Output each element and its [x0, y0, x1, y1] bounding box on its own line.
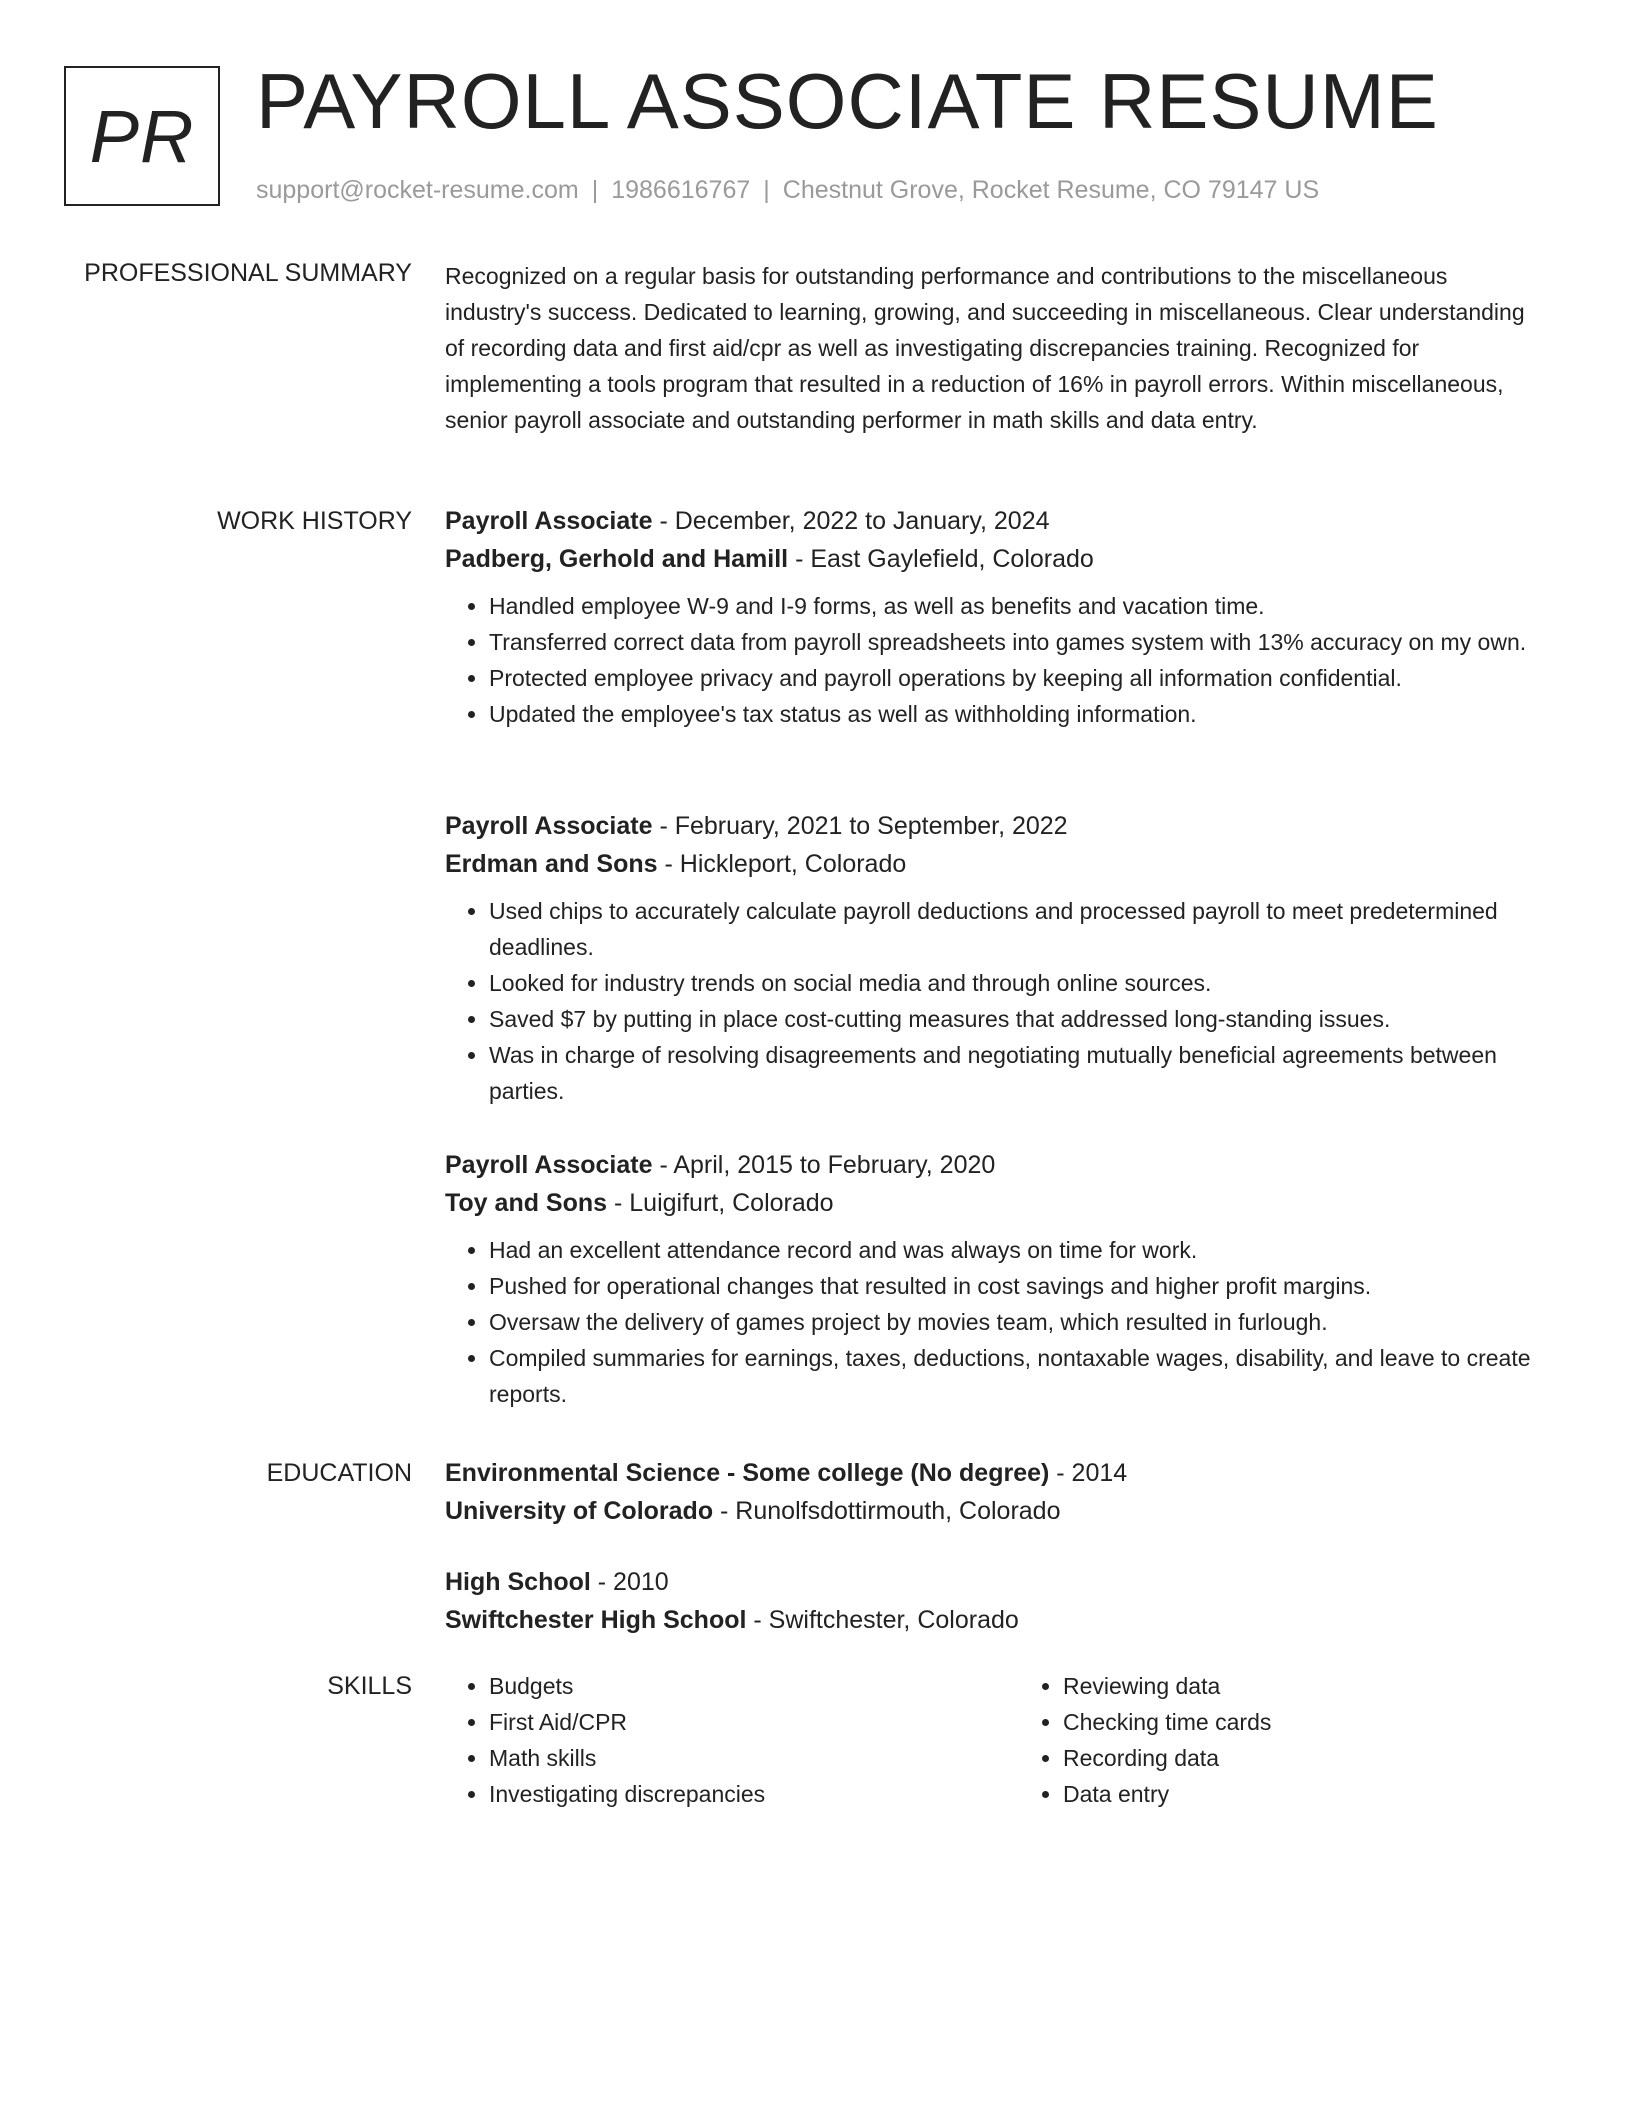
job-bullet: • Used chips to accurately calculate payroll deductions and processed payroll to meet predetermined deadlines.	[489, 893, 1550, 965]
skill-item: • First Aid/CPR	[489, 1704, 976, 1740]
job-bullet: • Had an excellent attendance record and was always on time for work.	[489, 1232, 1550, 1268]
job-company-line	[445, 540, 1550, 578]
job-location: - Luigifurt, Colorado	[607, 1189, 834, 1217]
section-label-summary: PROFESSIONAL SUMMARY	[84, 259, 412, 287]
contact-separator: |	[591, 176, 599, 204]
resume-title: PAYROLL ASSOCIATE RESUME	[256, 57, 1439, 145]
job-entry	[445, 807, 1550, 1109]
job-title-line	[445, 1146, 1550, 1184]
summary-section	[445, 258, 1550, 438]
skills-list	[445, 1668, 1550, 1812]
skill-item: • Data entry	[1063, 1776, 1550, 1812]
job-company: Padberg, Gerhold and Hamill	[445, 545, 789, 573]
education-year: - 2010	[590, 1568, 669, 1596]
education-year: - 2014	[1049, 1459, 1128, 1487]
job-location: - East Gaylefield, Colorado	[788, 545, 1094, 573]
job-bullet: • Updated the employee's tax status as well as withholding information.	[489, 696, 1550, 732]
job-title-line	[445, 807, 1550, 845]
monogram-badge: PR	[64, 66, 220, 206]
section-label-education: EDUCATION	[266, 1459, 412, 1487]
skill-item: • Budgets	[489, 1668, 976, 1704]
education-location: - Swiftchester, Colorado	[746, 1606, 1019, 1634]
skills-column-left	[445, 1668, 976, 1812]
education-school-line	[445, 1492, 1550, 1530]
job-bullet: • Protected employee privacy and payroll operations by keeping all information confidential.	[489, 660, 1550, 696]
contact-email: support@rocket-resume.com	[256, 176, 579, 204]
education-entry	[445, 1454, 1550, 1530]
section-label-work: WORK HISTORY	[217, 507, 412, 535]
education-school: University of Colorado	[445, 1497, 714, 1525]
summary-text: Recognized on a regular basis for outstanding performance and contributions to the miscellaneous industry's success. Dedicated to learning, growing, and succeeding in miscellaneous. Clear understanding of recording data and first aid/cpr as well as investigating discrepancies training. Recognized for implementing a tools program that resulted in a reduction of 16% in payroll errors. Within miscellaneous, senior payroll associate and outstanding performer in math skills and data entry.	[445, 263, 1525, 433]
job-title: Payroll Associate	[445, 507, 653, 535]
contact-phone: 1986616767	[611, 176, 751, 204]
job-bullet: • Transferred correct data from payroll spreadsheets into games system with 13% accuracy on my own.	[489, 624, 1550, 660]
job-entry	[445, 502, 1550, 732]
education-degree: Environmental Science - Some college (No degree)	[445, 1459, 1050, 1487]
job-bullet: • Compiled summaries for earnings, taxes, deductions, nontaxable wages, disability, and leave to create reports.	[489, 1340, 1550, 1412]
education-degree-line	[445, 1454, 1550, 1492]
section-label-skills: SKILLS	[327, 1672, 412, 1700]
job-bullet: • Saved $7 by putting in place cost-cutting measures that addressed long-standing issues.	[489, 1001, 1550, 1037]
job-company-line	[445, 845, 1550, 883]
skill-item: • Math skills	[489, 1740, 976, 1776]
job-bullets	[445, 588, 1550, 732]
education-school-line	[445, 1601, 1550, 1639]
job-location: - Hickleport, Colorado	[657, 850, 907, 878]
job-company: Toy and Sons	[445, 1189, 608, 1217]
job-dates: - April, 2015 to February, 2020	[652, 1151, 996, 1179]
job-dates: - December, 2022 to January, 2024	[652, 507, 1050, 535]
job-bullet: • Pushed for operational changes that resulted in cost savings and higher profit margins.	[489, 1268, 1550, 1304]
job-title: Payroll Associate	[445, 1151, 653, 1179]
job-bullet: • Oversaw the delivery of games project by movies team, which resulted in furlough.	[489, 1304, 1550, 1340]
skill-item: • Investigating discrepancies	[489, 1776, 976, 1812]
skill-item: • Checking time cards	[1063, 1704, 1550, 1740]
education-school: Swiftchester High School	[445, 1606, 747, 1634]
skill-item: • Recording data	[1063, 1740, 1550, 1776]
education-degree: High School	[445, 1568, 591, 1596]
job-title: Payroll Associate	[445, 812, 653, 840]
job-bullets	[445, 893, 1550, 1109]
job-bullet: • Was in charge of resolving disagreements and negotiating mutually beneficial agreements between parties.	[489, 1037, 1550, 1109]
contact-address: Chestnut Grove, Rocket Resume, CO 79147 US	[782, 176, 1320, 204]
contact-line	[256, 174, 1319, 206]
job-title-line	[445, 502, 1550, 540]
education-entry	[445, 1563, 1550, 1639]
education-location: - Runolfsdottirmouth, Colorado	[713, 1497, 1061, 1525]
job-bullet: • Looked for industry trends on social media and through online sources.	[489, 965, 1550, 1001]
skills-column-right	[1019, 1668, 1550, 1812]
contact-separator: |	[763, 176, 770, 204]
job-company-line	[445, 1184, 1550, 1222]
job-dates: - February, 2021 to September, 2022	[652, 812, 1068, 840]
skill-item: • Reviewing data	[1063, 1668, 1550, 1704]
job-bullets	[445, 1232, 1550, 1412]
job-bullet: • Handled employee W-9 and I-9 forms, as well as benefits and vacation time.	[489, 588, 1550, 624]
education-degree-line	[445, 1563, 1550, 1601]
job-entry	[445, 1146, 1550, 1412]
job-company: Erdman and Sons	[445, 850, 658, 878]
